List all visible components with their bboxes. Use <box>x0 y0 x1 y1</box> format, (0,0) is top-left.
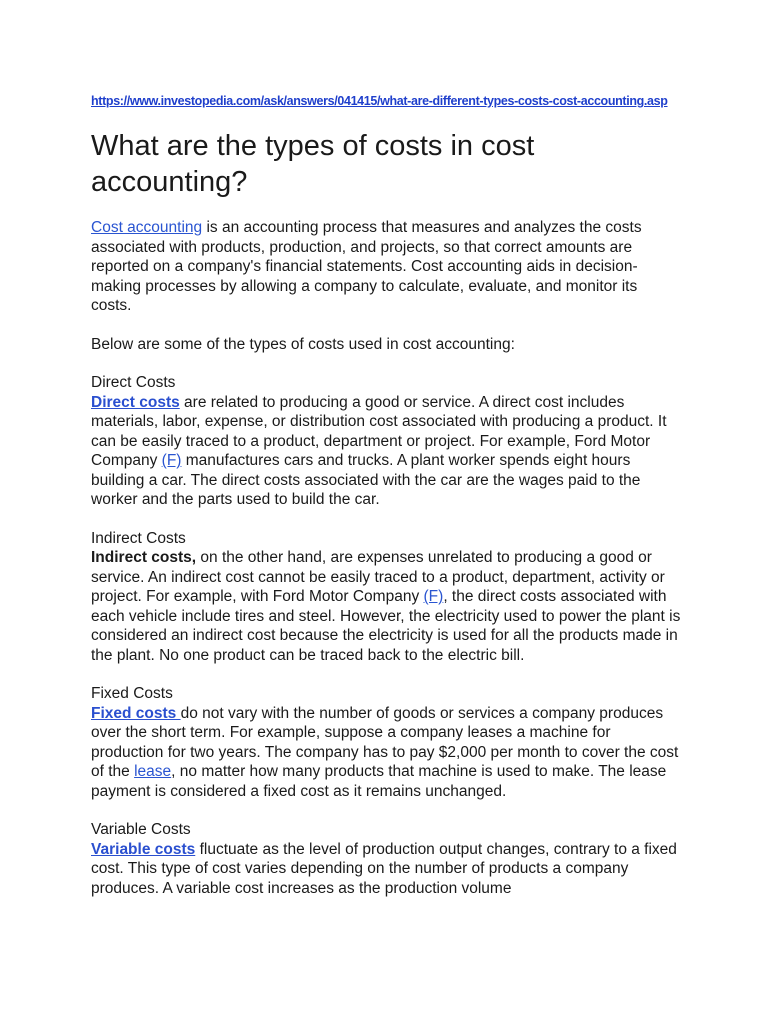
ford-ticker-link-1[interactable]: (F) <box>161 452 182 469</box>
lease-link[interactable]: lease <box>134 763 172 780</box>
source-url-link[interactable]: https://www.investopedia.com/ask/answers/041415/what-are-different-types-costs-cost-accounting.asp <box>91 94 668 108</box>
variable-costs-link[interactable]: Variable costs <box>91 840 196 858</box>
indirect-costs-text-2: , the direct costs associated with each vehicle include tires and steel. However, the electricity used to power the plant is considered an indirect cost because the electricity is used for all the products made in the plant. No one product can be traced back to the electric bill. <box>91 588 681 664</box>
variable-costs-paragraph <box>91 840 681 899</box>
fixed-costs-heading: Fixed Costs <box>91 685 173 702</box>
variable-costs-text-1: fluctuate as the level of production output changes, contrary to a fixed cost. This type of cost varies depending on the number of products a company produces. A variable cost increases as the production volume <box>91 840 677 897</box>
direct-costs-text-1: are related to producing a good or service. A direct cost includes materials, labor, expense, or distribution cost associated with producing a product. It can be easily traced to a product, department or project. For example, Ford Motor Company <box>91 393 667 469</box>
direct-costs-link[interactable]: Direct costs <box>91 393 180 411</box>
direct-costs-paragraph <box>91 393 681 510</box>
ford-ticker-link-2[interactable]: (F) <box>423 588 444 605</box>
cost-accounting-link[interactable]: Cost accounting <box>91 219 203 236</box>
indirect-costs-heading: Indirect Costs <box>91 529 186 547</box>
fixed-costs-text-1: do not vary with the number of goods or services a company produces over the short term. For example, suppose a company leases a machine for production for two years. The company has to pay $2,000 per month to cover the cost of the <box>91 704 679 780</box>
fixed-costs-paragraph <box>91 704 681 802</box>
document-page <box>91 92 681 898</box>
intro-paragraph <box>91 218 681 316</box>
intro-text: is an accounting process that measures and analyzes the costs associated with products, production, and projects, so that correct amounts are reported on a company's financial statements. Cost accounting aids in decision-making processes by allowing a company to calculate, evaluate, and monitor its costs. <box>91 219 642 314</box>
indirect-costs-paragraph <box>91 548 681 665</box>
page-title: What are the types of costs in cost accounting? <box>91 130 535 198</box>
fixed-costs-link[interactable]: Fixed costs <box>91 704 181 722</box>
lead-in-text: Below are some of the types of costs used in cost accounting: <box>91 335 515 353</box>
indirect-costs-text-1: on the other hand, are expenses unrelated to producing a good or service. An indirect cost cannot be easily traced to a product, department, activity or project. For example, with Ford Motor Company <box>91 549 665 605</box>
direct-costs-text-2: manufactures cars and trucks. A plant worker spends eight hours building a car. The direct costs associated with the car are the wages paid to the worker and the parts used to build the car. <box>91 452 641 508</box>
indirect-costs-bold: Indirect costs, <box>91 549 197 566</box>
direct-costs-heading: Direct Costs <box>91 374 176 391</box>
fixed-costs-text-2: , no matter how many products that machine is used to make. The lease payment is considered a fixed cost as it remains unchanged. <box>91 763 667 800</box>
variable-costs-heading: Variable Costs <box>91 821 191 838</box>
